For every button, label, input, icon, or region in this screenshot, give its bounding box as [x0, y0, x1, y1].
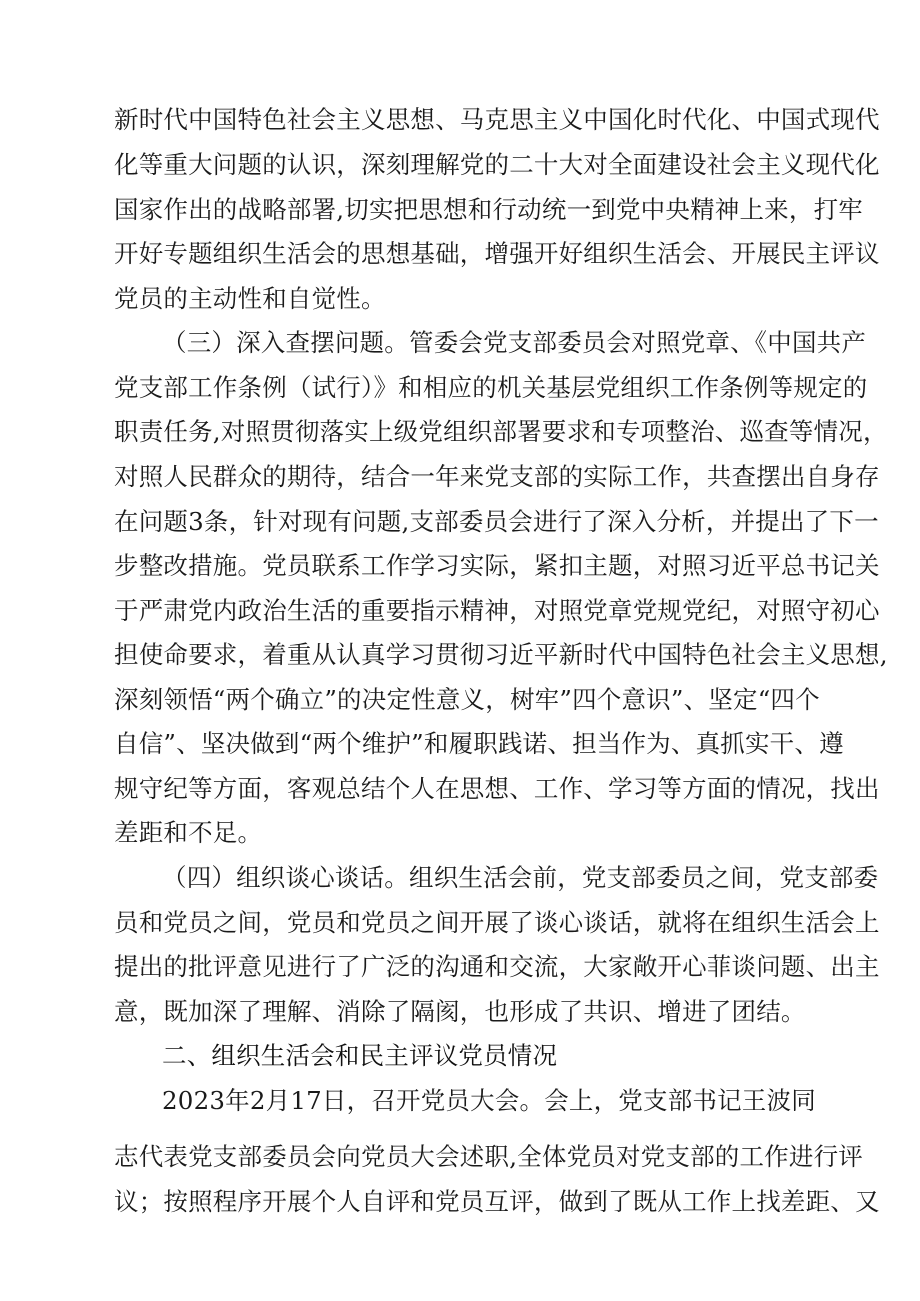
text-line: 开好专题组织生活会的思想基础，增强开好组织生活会、开展民主评议: [114, 239, 880, 268]
text-line: 党支部工作条例（试行）》和相应的机关基层党组织工作条例等规定的: [114, 373, 868, 402]
text-line: 差距和不足。: [114, 818, 263, 847]
text-line: 对照人民群众的期待，结合一年来党支部的实际工作，共查摆出自身存: [114, 462, 880, 491]
text-line: 提出的批评意见进行了广泛的沟通和交流，大家敞开心菲谈问题、出主: [114, 952, 880, 981]
text-line: 化等重大问题的认识，深刻理解党的二十大对全面建设社会主义现代化: [114, 150, 880, 179]
text-line: 步整改措施。党员联系工作学习实际，紧扣主题，对照习近平总书记关: [114, 551, 880, 580]
text-line: 深刻领悟“两个确立”的决定性意义，树牢”四个意识”、坚定“四个: [114, 685, 820, 714]
text-line: 2023年2月17日，召开党员大会。会上，党支部书记王波同: [162, 1086, 816, 1115]
text-line: 新时代中国特色社会主义思想、马克思主义中国化时代化、中国式现代: [114, 105, 880, 134]
text-line: 意，既加深了理解、消除了隔阂，也形成了共识、增进了团结。: [114, 997, 806, 1026]
text-line: 志代表党支部委员会向党员大会述职,全体党员对党支部的工作进行评: [114, 1142, 863, 1171]
text-line: 员和党员之间，党员和党员之间开展了谈心谈话，就将在组织生活会上: [114, 908, 880, 937]
text-line: 自信”、坚决做到“两个维护”和履职践诺、担当作为、真抓实干、遵: [114, 729, 844, 758]
text-line: 规守纪等方面，客观总结个人在思想、工作、学习等方面的情况，找出: [114, 774, 880, 803]
text-line: 党员的主动性和自觉性。: [114, 284, 386, 313]
text-line: 议；按照程序开展个人自评和党员互评，做到了既从工作上找差距、又: [114, 1187, 880, 1216]
text-line: 于严肃党内政治生活的重要指示精神，对照党章党规党纪，对照守初心: [114, 596, 880, 625]
text-line: 在问题3条，针对现有问题,支部委员会进行了深入分析，并提出了下一: [114, 507, 879, 536]
text-line: 职责任务,对照贯彻落实上级党组织部署要求和专项整治、巡查等情况，: [114, 417, 888, 446]
paragraph-heading-4: （四）组织谈心谈话。组织生活会前，党支部委员之间，党支部委: [162, 863, 879, 892]
text-line: 担使命要求，着重从认真学习贯彻习近平新时代中国特色社会主义思想,: [114, 640, 888, 669]
text-line: 国家作出的战略部署,切实把思想和行动统一到党中央精神上来，打牢: [114, 195, 863, 224]
section-heading: 二、组织生活会和民主评议党员情况: [162, 1041, 558, 1070]
paragraph-heading-3: （三）深入查摆问题。管委会党支部委员会对照党章、《中国共产: [162, 328, 867, 357]
